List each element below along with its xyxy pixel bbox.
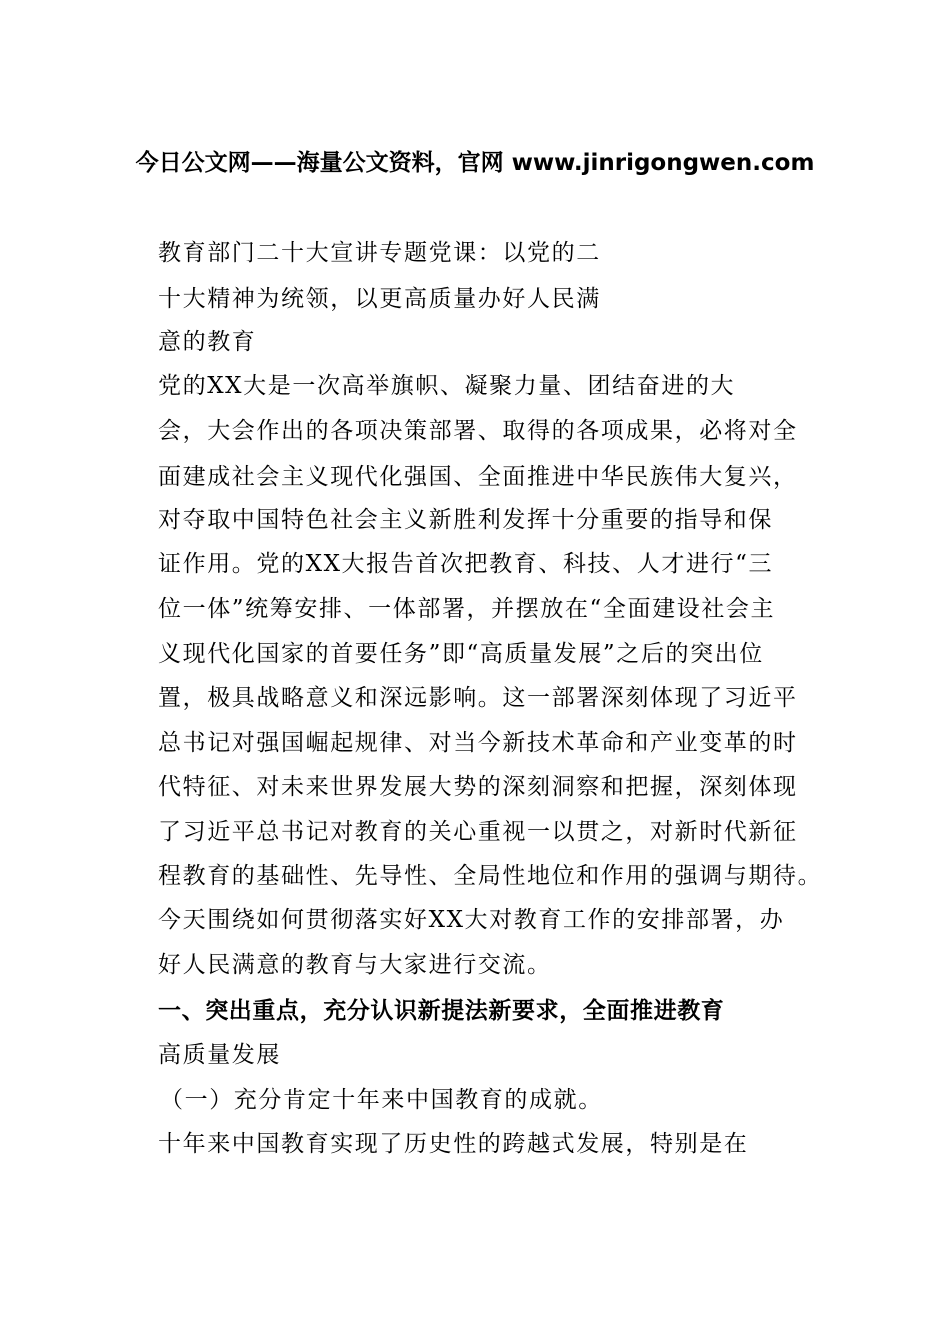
subsection-heading: （一）充分肯定十年来中国教育的成就。 <box>160 1087 603 1113</box>
paragraph-line: 面建成社会主义现代化强国、全面推进中华民族伟大复兴， <box>158 464 798 490</box>
paragraph-line: 了习近平总书记对教育的关心重视一以贯之，对新时代新征 <box>158 819 798 845</box>
paragraph-line: 义现代化国家的首要任务”即“高质量发展”之后的突出位 <box>158 641 764 667</box>
section-heading-continued: 高质量发展 <box>158 1042 281 1068</box>
paragraph-line: 代特征、对未来世界发展大势的深刻洞察和把握，深刻体现 <box>158 774 798 800</box>
title-line: 意的教育 <box>158 329 257 355</box>
site-header: 今日公文网——海量公文资料，官网 www.jinrigongwen.com <box>135 150 815 176</box>
paragraph-line: 好人民满意的教育与大家进行交流。 <box>158 952 552 978</box>
paragraph-line: 总书记对强国崛起规律、对当今新技术革命和产业变革的时 <box>158 730 798 756</box>
title-line: 十大精神为统领，以更高质量办好人民满 <box>158 286 601 312</box>
paragraph-line: 今天围绕如何贯彻落实好XX大对教育工作的安排部署，办 <box>158 907 785 933</box>
paragraph-line: 十年来中国教育实现了历史性的跨越式发展，特别是在 <box>158 1131 749 1157</box>
title-line: 教育部门二十大宣讲专题党课：以党的二 <box>158 240 601 266</box>
paragraph-line: 置，极具战略意义和深远影响。这一部署深刻体现了习近平 <box>158 685 798 711</box>
paragraph-line: 党的XX大是一次高举旗帜、凝聚力量、团结奋进的大 <box>158 373 736 399</box>
paragraph-line: 对夺取中国特色社会主义新胜利发挥十分重要的指导和保 <box>158 507 773 533</box>
paragraph-line: 程教育的基础性、先导性、全局性地位和作用的强调与期待。 <box>158 863 823 889</box>
paragraph-line: 证作用。党的XX大报告首次把教育、科技、人才进行“三 <box>158 551 774 577</box>
section-heading: 一、突出重点，充分认识新提法新要求，全面推进教育 <box>158 998 725 1024</box>
paragraph-line: 会，大会作出的各项决策部署、取得的各项成果，必将对全 <box>158 418 798 444</box>
paragraph-line: 位一体”统筹安排、一体部署，并摆放在“全面建设社会主 <box>158 596 776 622</box>
